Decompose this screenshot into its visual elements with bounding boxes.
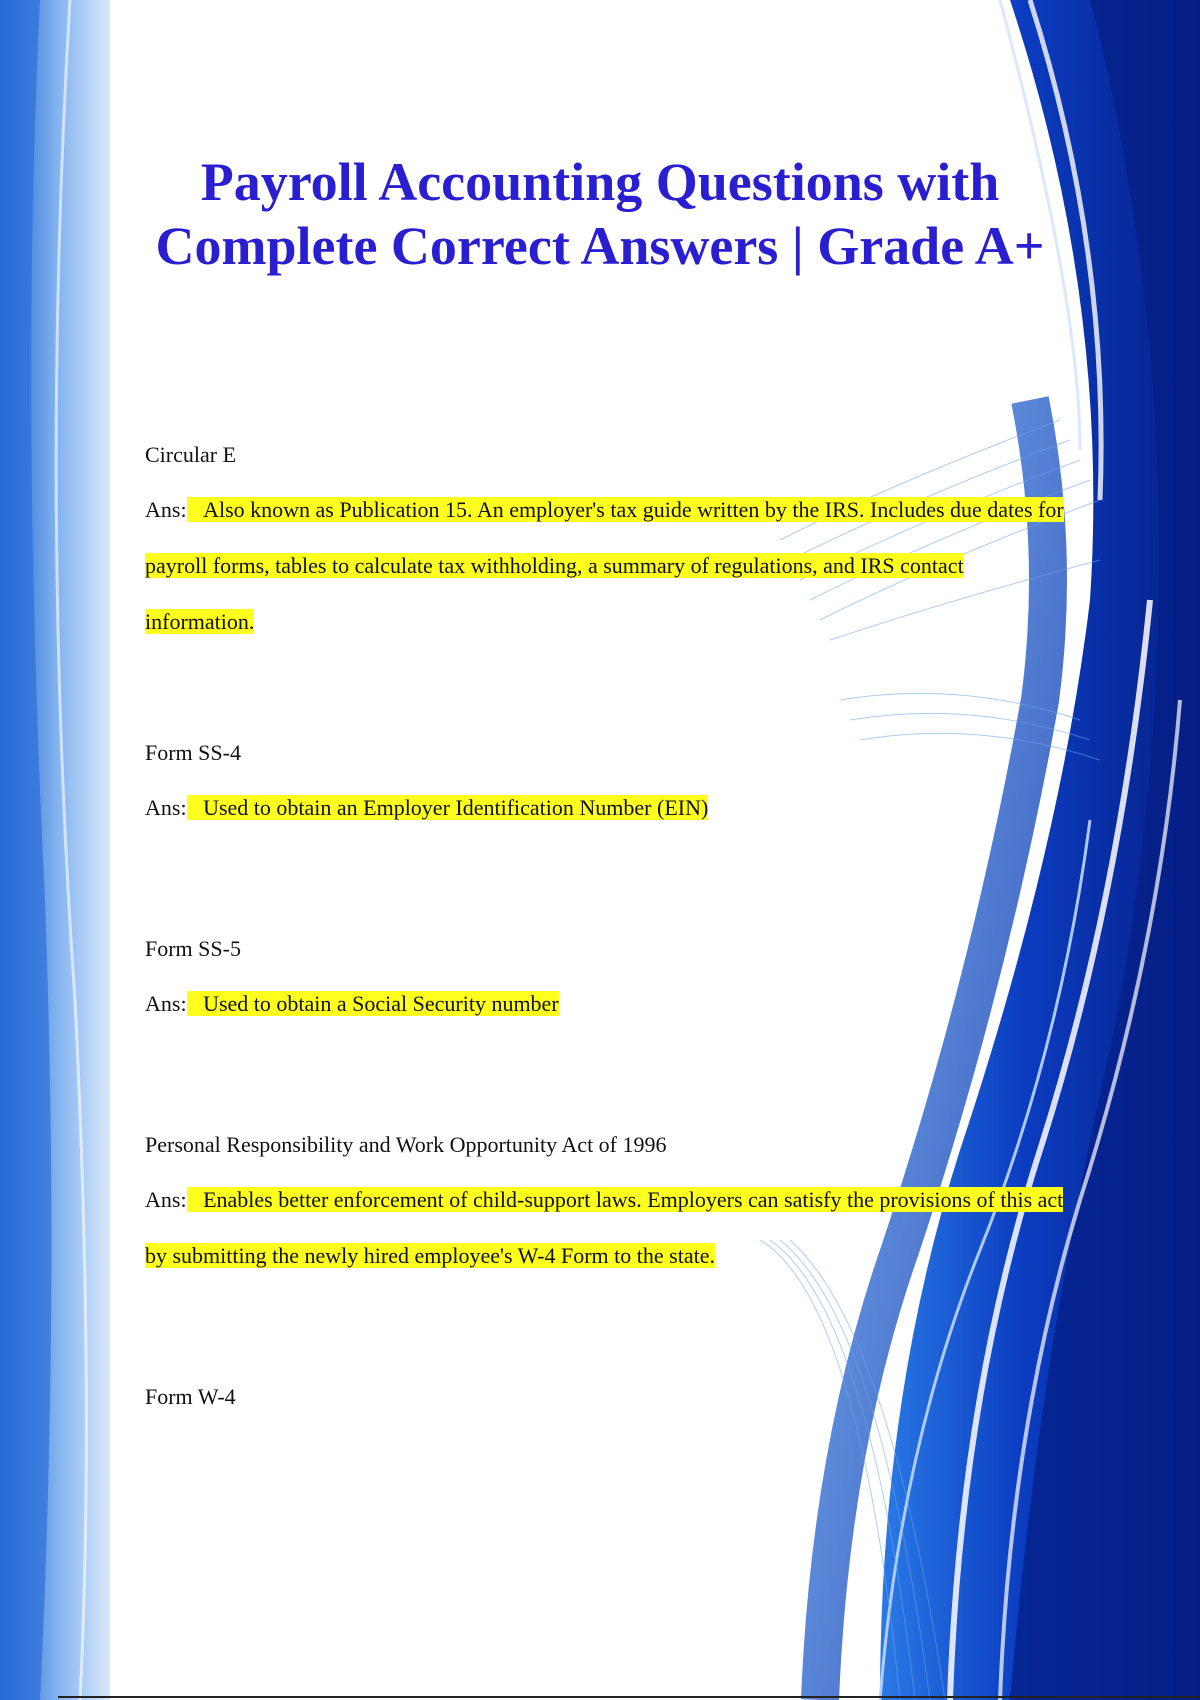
qa-list [145, 440, 1065, 1412]
question: Circular E [145, 442, 237, 467]
answer-label: Ans: [145, 497, 187, 522]
answer-text: Also known as Publication 15. An employer's tax guide written by the IRS. Includes due dates for payroll forms, tables to calculate tax withholding, a summary of regulations, and IRS contact information. [145, 497, 1064, 634]
answer-text: Enables better enforcement of child-support laws. Employers can satisfy the provisions of this act by submitting the newly hired employee's W-4 Form to the state. [145, 1187, 1064, 1268]
answer [145, 1172, 1065, 1284]
answer-text: Used to obtain an Employer Identification Number (EIN) [187, 795, 709, 820]
answer [145, 780, 1065, 836]
qa-item [145, 1130, 1065, 1284]
question: Personal Responsibility and Work Opportunity Act of 1996 [145, 1132, 667, 1157]
question: Form W-4 [145, 1384, 236, 1409]
question: Form SS-4 [145, 740, 241, 765]
answer-label: Ans: [145, 1187, 187, 1212]
page-title: Payroll Accounting Questions with Complete Correct Answers | Grade A+ [155, 152, 1045, 276]
answer [145, 976, 1065, 1032]
qa-item [145, 440, 1065, 650]
answer-text: Used to obtain a Social Security number [187, 991, 559, 1016]
answer [145, 482, 1065, 650]
qa-item [145, 738, 1065, 836]
answer-label: Ans: [145, 991, 187, 1016]
qa-item [145, 934, 1065, 1032]
answer-label: Ans: [145, 795, 187, 820]
qa-item [145, 1382, 1065, 1412]
question: Form SS-5 [145, 936, 241, 961]
bottom-rule [58, 1696, 1200, 1698]
